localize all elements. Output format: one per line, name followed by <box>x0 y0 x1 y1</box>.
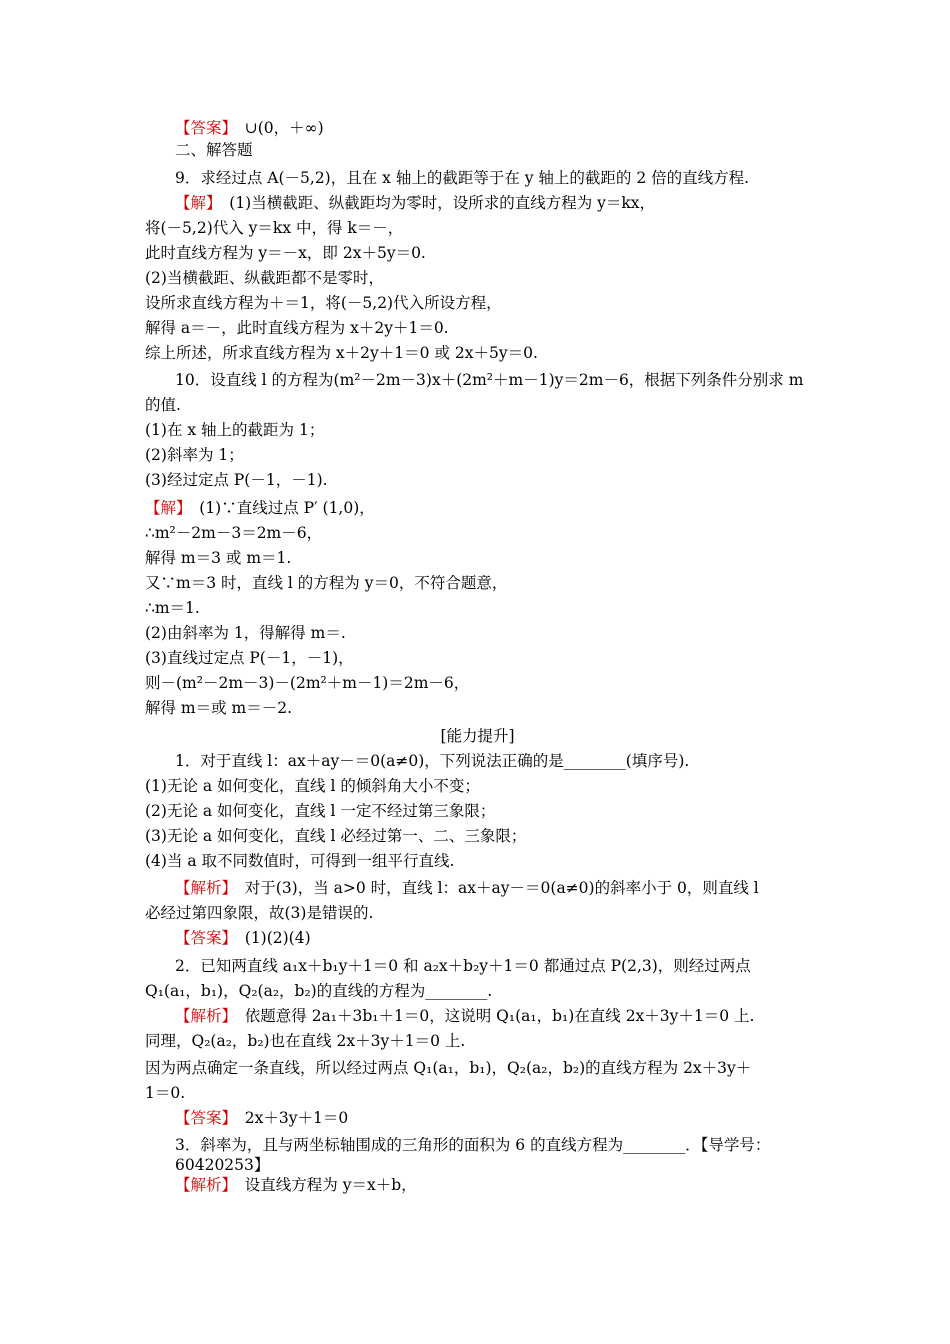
text-line <box>145 903 373 923</box>
text-line <box>145 648 354 668</box>
text-line <box>175 1135 840 1175</box>
text-line <box>175 118 324 138</box>
line-text: 则－(m²－2m－3)－(2m²＋m－1)＝2m－6， <box>145 674 470 692</box>
text-line <box>145 243 426 263</box>
text-line <box>145 268 384 288</box>
text-line <box>145 218 403 238</box>
line-text: 的值. <box>145 396 181 414</box>
section-tag: 【解析】 <box>175 1007 230 1025</box>
line-text: (1)在 x 轴上的截距为 1； <box>145 421 325 439</box>
line-text: ∴m＝1. <box>145 599 200 617</box>
text-line <box>145 445 244 465</box>
text-line <box>175 1006 755 1026</box>
line-text: 解得 m＝3 或 m＝1. <box>145 549 292 567</box>
line-text: 对于(3)，当 a>0 时，直线 l：ax＋ay－＝0(a≠0)的斜率小于 0，则直线 l <box>229 879 759 897</box>
text-line <box>145 623 346 643</box>
section-tag: 【答案】 <box>175 1109 230 1127</box>
text-line <box>145 826 526 846</box>
text-line <box>175 168 749 188</box>
line-text: (1)无论 a 如何变化，直线 l 的倾斜角大小不变； <box>145 777 480 795</box>
text-line <box>145 1031 465 1051</box>
line-text: 二、解答题 <box>175 141 253 159</box>
line-text: 又∵m＝3 时，直线 l 的方程为 y＝0，不符合题意， <box>145 574 508 592</box>
text-line <box>145 776 480 796</box>
line-text: 解得 m＝或 m＝－2. <box>145 699 293 717</box>
text-line <box>175 370 803 390</box>
text-line <box>145 318 449 338</box>
text-line <box>145 523 322 543</box>
line-text: 同理，Q₂(a₂，b₂)也在直线 2x＋3y＋1＝0 上. <box>145 1032 466 1050</box>
line-text: 2x＋3y＋1＝0 <box>229 1109 349 1127</box>
text-line <box>145 1083 185 1103</box>
line-text: (2)无论 a 如何变化，直线 l 一定不经过第三象限； <box>145 802 496 820</box>
text-line <box>145 548 291 568</box>
line-text: 设所求直线方程为＋＝1，将(－5,2)代入所设方程， <box>145 294 502 312</box>
line-text: Q₁(a₁，b₁)，Q₂(a₂，b₂)的直线的方程为________. <box>145 982 493 1000</box>
section-tag: 【答案】 <box>175 929 230 947</box>
section-tag: 【解】 <box>175 194 214 212</box>
line-text: (3)直线过定点 P(－1，－1)， <box>145 649 354 667</box>
text-line <box>175 956 751 976</box>
section-tag: 【解析】 <box>175 879 230 897</box>
line-text: 依题意得 2a₁＋3b₁＋1＝0，这说明 Q₁(a₁，b₁)在直线 2x＋3y＋1＝0 上. <box>229 1007 755 1025</box>
line-text: (1)(2)(4) <box>229 929 311 947</box>
line-text: ∪(0，＋∞) <box>229 119 324 137</box>
text-line <box>175 928 311 948</box>
section-tag: 【解析】 <box>175 1176 230 1194</box>
text-line <box>145 395 181 415</box>
text-line <box>175 140 253 160</box>
line-text: 综上所述，所求直线方程为 x＋2y＋1＝0 或 2x＋5y＝0. <box>145 344 538 362</box>
line-text: (2)由斜率为 1，得解得 m＝. <box>145 624 346 642</box>
line-text: 此时直线方程为 y＝－x，即 2x＋5y＝0. <box>145 244 426 262</box>
text-line <box>145 1058 751 1078</box>
line-text: 2．已知两直线 a₁x＋b₁y＋1＝0 和 a₂x＋b₂y＋1＝0 都通过点 P(2,3)，则经过两点 <box>175 957 751 975</box>
line-text: (2)斜率为 1； <box>145 446 244 464</box>
line-text: [能力提升] <box>440 727 515 745</box>
section-tag: 【解】 <box>145 499 184 517</box>
line-text: (2)当横截距、纵截距都不是零时， <box>145 269 384 287</box>
text-line <box>145 293 502 313</box>
text-line <box>145 673 469 693</box>
line-text: 3．斜率为，且与两坐标轴围成的三角形的面积为 6 的直线方程为________．【导学号：60420253】 <box>175 1136 771 1174</box>
text-line <box>145 573 507 593</box>
line-text: 因为两点确定一条直线，所以经过两点 Q₁(a₁，b₁)，Q₂(a₂，b₂)的直线方程为 2x＋3y＋ <box>145 1059 752 1077</box>
line-text: (1)当横截距、纵截距均为零时，设所求的直线方程为 y＝kx， <box>213 194 656 212</box>
line-text: 1＝0. <box>145 1084 186 1102</box>
line-text: (3)无论 a 如何变化，直线 l 必经过第一、二、三象限； <box>145 827 527 845</box>
text-line <box>145 598 200 618</box>
line-text: (4)当 a 取不同数值时，可得到一组平行直线. <box>145 852 455 870</box>
line-text: ∴m²－2m－3＝2m－6， <box>145 524 323 542</box>
text-line <box>175 1108 348 1128</box>
line-text: (3)经过定点 P(－1，－1). <box>145 471 328 489</box>
line-text: 9．求经过点 A(－5,2)，且在 x 轴上的截距等于在 y 轴上的截距的 2 倍的直线方程. <box>175 169 750 187</box>
text-line <box>145 698 292 718</box>
line-text: 1．对于直线 l：ax＋ay－＝0(a≠0)，下列说法正确的是________(填序号). <box>175 752 690 770</box>
text-line <box>145 726 810 746</box>
text-line <box>175 1175 417 1195</box>
line-text: (1)∵直线过点 P′ (1,0)， <box>183 499 375 517</box>
section-tag: 【答案】 <box>175 119 230 137</box>
text-line <box>145 420 324 440</box>
text-line <box>145 343 538 363</box>
line-text: 必经过第四象限，故(3)是错误的. <box>145 904 374 922</box>
text-line <box>145 470 328 490</box>
text-line <box>175 751 689 771</box>
line-text: 10．设直线 l 的方程为(m²－2m－3)x＋(2m²＋m－1)y＝2m－6，根据下列条件分别求 m <box>175 371 804 389</box>
text-line <box>175 878 759 898</box>
text-line <box>175 193 655 213</box>
text-line <box>145 981 492 1001</box>
text-line <box>145 498 375 518</box>
text-line <box>145 851 454 871</box>
line-text: 设直线方程为 y＝x＋b， <box>229 1176 417 1194</box>
text-line <box>145 801 495 821</box>
line-text: 解得 a＝－，此时直线方程为 x＋2y＋1＝0. <box>145 319 449 337</box>
line-text: 将(－5,2)代入 y＝kx 中，得 k＝－， <box>145 219 404 237</box>
